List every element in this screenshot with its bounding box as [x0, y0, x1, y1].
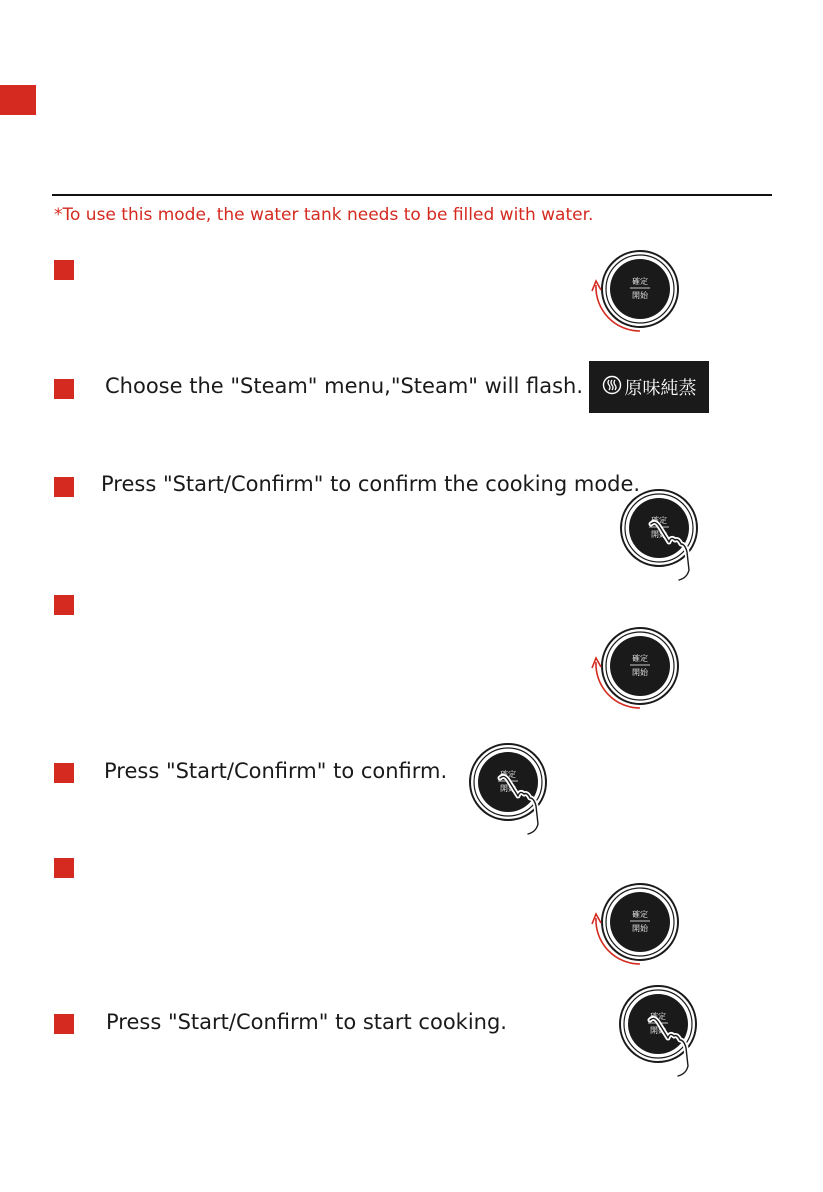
step-5-marker	[54, 763, 74, 783]
section-rule	[52, 194, 772, 196]
step-7-text: Press "Start/Confirm" to start cooking.	[106, 1010, 507, 1034]
rotate-dial-2[interactable]	[580, 622, 692, 722]
dial-label-bottom: 開始	[500, 784, 516, 793]
steam-wave-icon	[602, 375, 622, 400]
dial-label-bottom: 開始	[650, 1026, 666, 1035]
step-1-marker	[54, 260, 74, 280]
dial-label-bottom: 開始	[632, 291, 648, 300]
dial-label-top: 確定	[651, 516, 667, 525]
step-3-text: Press "Start/Confirm" to confirm the cooking mode.	[101, 472, 641, 496]
press-dial-2[interactable]	[448, 738, 560, 838]
rotate-dial-3[interactable]	[580, 878, 692, 978]
dial-face	[610, 636, 670, 696]
step-2-text: Choose the "Steam" menu,"Steam" will flash.	[105, 374, 583, 398]
dial-label-bottom: 開始	[632, 924, 648, 933]
dial-label-bottom: 開始	[632, 668, 648, 677]
dial-graphic	[598, 980, 710, 1080]
dial-label-top: 確定	[632, 277, 648, 286]
press-dial-1[interactable]	[599, 484, 711, 584]
rotate-dial-1[interactable]	[580, 245, 692, 345]
step-4-marker	[54, 595, 74, 615]
step-3-marker	[54, 477, 74, 497]
steam-display	[589, 361, 709, 413]
dial-graphic	[599, 484, 711, 584]
edge-tab	[0, 85, 36, 115]
dial-label-top: 確定	[500, 770, 516, 779]
press-dial-3[interactable]	[598, 980, 710, 1080]
step-5-text: Press "Start/Confirm" to confirm.	[104, 759, 448, 783]
dial-graphic	[580, 878, 692, 978]
dial-graphic	[580, 245, 692, 345]
water-tank-note: *To use this mode, the water tank needs to be filled with water.	[54, 205, 594, 225]
dial-label-top: 確定	[632, 654, 648, 663]
dial-graphic	[580, 622, 692, 722]
dial-label-bottom: 開始	[651, 530, 667, 539]
dial-label-top: 確定	[650, 1012, 666, 1021]
step-2-marker	[54, 379, 74, 399]
dial-face	[610, 259, 670, 319]
dial-graphic	[448, 738, 560, 838]
steam-display-label: 原味純蒸	[624, 378, 697, 399]
dial-label-top: 確定	[632, 910, 648, 919]
step-6-marker	[54, 858, 74, 878]
dial-face	[610, 892, 670, 952]
step-7-marker	[54, 1014, 74, 1034]
